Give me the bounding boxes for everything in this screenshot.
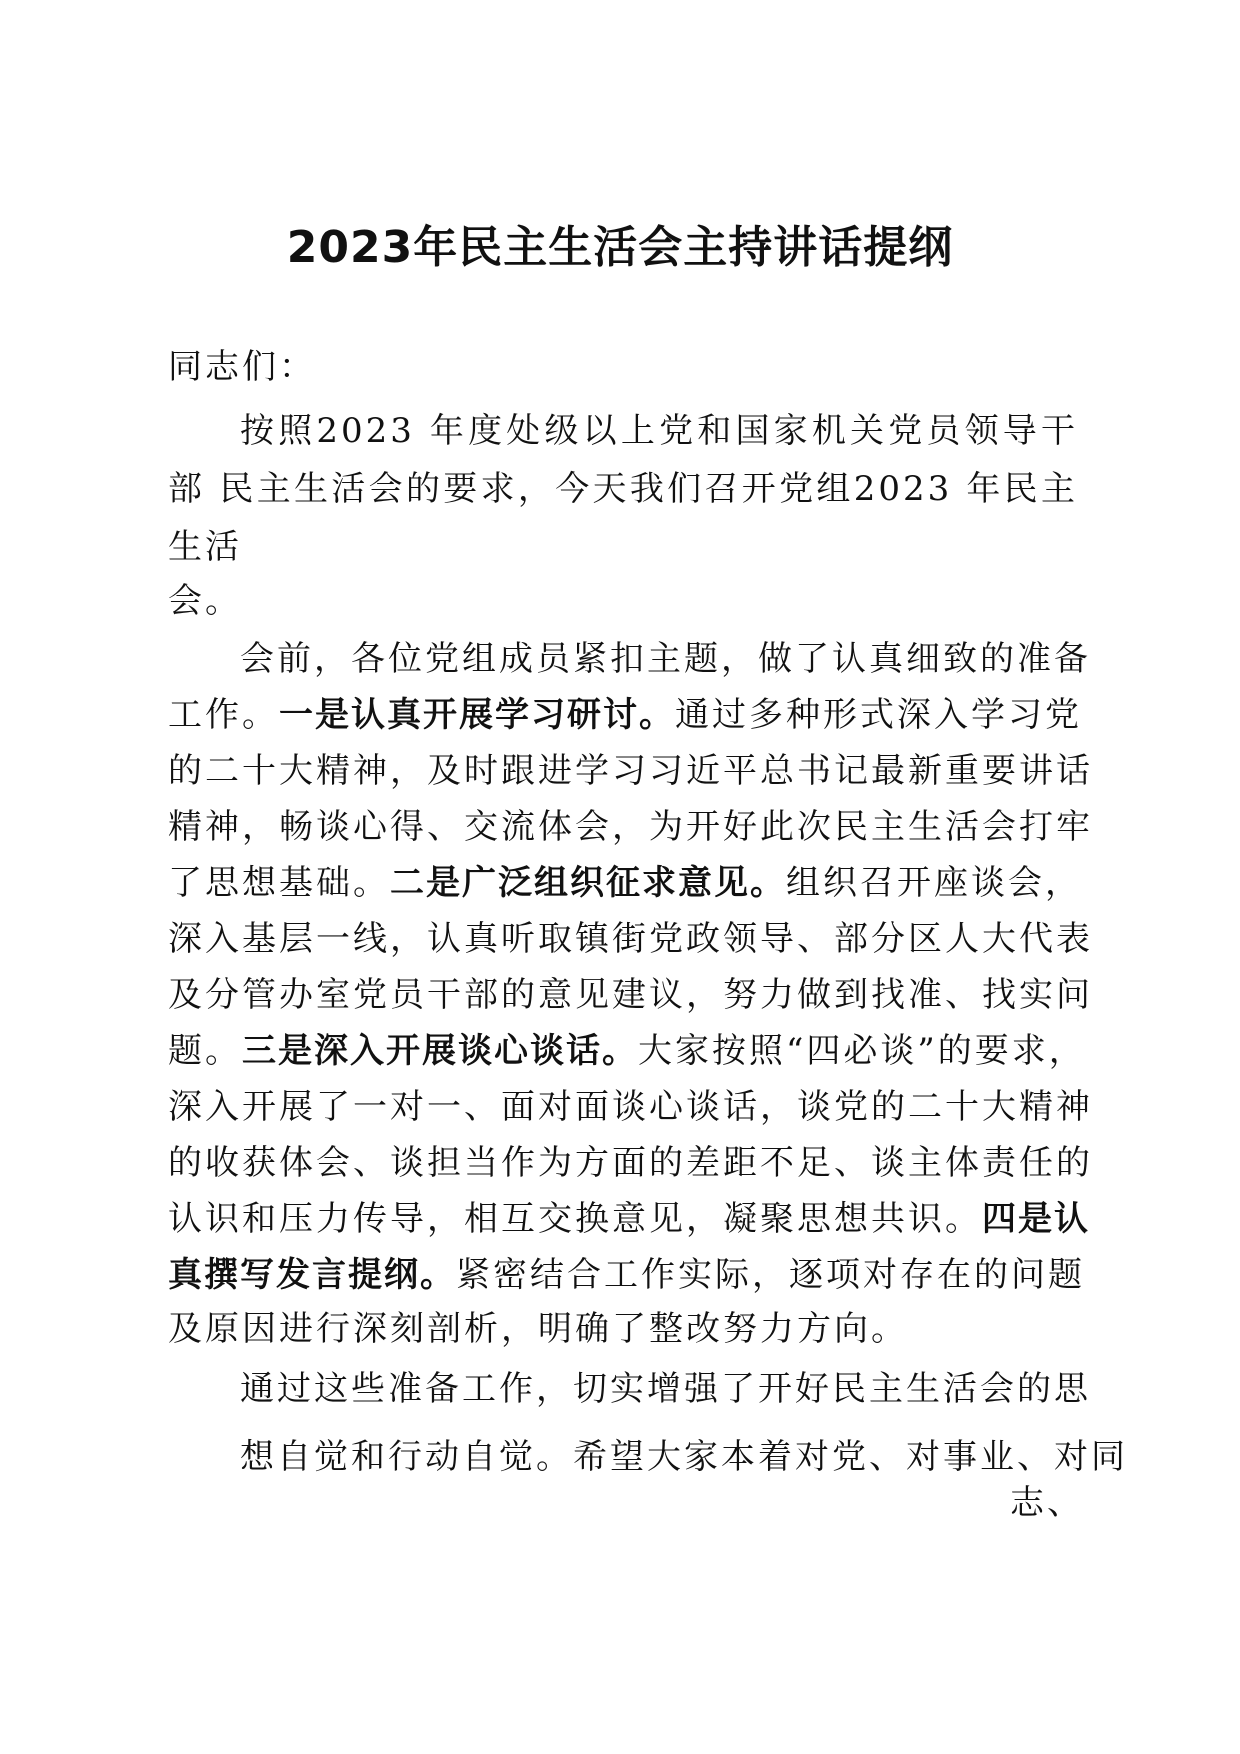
- paragraph-1-line-4: 会。: [168, 581, 242, 621]
- paragraph-2-line-1: 会前，各位党组成员紧扣主题，做了认真细致的准备: [240, 639, 1091, 679]
- text-run: 认识和压力传导，相互交换意见，凝聚思想共识。: [168, 1199, 982, 1239]
- document-title: 2023年民主生活会主持讲话提纲: [286, 222, 954, 273]
- text-run: 大家按照“四必谈”的要求，: [638, 1031, 1086, 1071]
- paragraph-2-line-4: 精神，畅谈心得、交流体会，为开好此次民主生活会打牢: [168, 807, 1093, 847]
- bold-heading-1: 一是认真开展学习研讨。: [279, 695, 675, 735]
- paragraph-2-line-5: [168, 860, 1082, 906]
- bold-heading-3: 三是深入开展谈心谈话。: [242, 1031, 638, 1071]
- paragraph-2-line-12: [168, 1252, 1085, 1298]
- paragraph-2-line-8: [168, 1028, 1086, 1074]
- paragraph-1-line-1: 按照2023 年度处级以上党和国家机关党员领导干: [240, 411, 1078, 451]
- paragraph-3-line-1: 通过这些准备工作，切实增强了开好民主生活会的思: [240, 1369, 1091, 1409]
- paragraph-2-line-9: 深入开展了一对一、面对面谈心谈话，谈党的二十大精神: [168, 1087, 1093, 1127]
- paragraph-1-line-3: 生活: [168, 527, 242, 567]
- text-run: 工作。: [168, 695, 279, 735]
- paragraph-2-line-10: 的收获体会、谈担当作为方面的差距不足、谈主体责任的: [168, 1143, 1093, 1183]
- bold-heading-2: 二是广泛组织征求意见。: [390, 863, 786, 903]
- paragraph-3-line-3: 志、: [1010, 1483, 1084, 1523]
- text-run: 了思想基础。: [168, 863, 390, 903]
- text-run: 通过多种形式深入学习党: [675, 695, 1082, 735]
- paragraph-2-line-7: 及分管办室党员干部的意见建议，努力做到找准、找实问: [168, 975, 1093, 1015]
- salutation: 同志们：: [168, 347, 316, 387]
- paragraph-2-line-2: [168, 692, 1082, 738]
- paragraph-2-line-13: 及原因进行深刻剖析，明确了整改努力方向。: [168, 1309, 908, 1349]
- paragraph-1-line-2: 部 民主生活会的要求，今天我们召开党组2023 年民主: [168, 469, 1078, 509]
- paragraph-3-line-2: 想自觉和行动自觉。希望大家本着对党、对事业、对同: [240, 1437, 1128, 1477]
- bold-heading-4-end: 真撰写发言提纲。: [168, 1255, 456, 1295]
- text-run: 组织召开座谈会，: [786, 863, 1082, 903]
- bold-heading-4-start: 四是认: [982, 1199, 1090, 1239]
- paragraph-2-line-6: 深入基层一线，认真听取镇街党政领导、部分区人大代表: [168, 919, 1093, 959]
- text-run: 题。: [168, 1031, 242, 1071]
- text-run: 紧密结合工作实际，逐项对存在的问题: [456, 1255, 1085, 1295]
- paragraph-2-line-3: 的二十大精神，及时跟进学习习近平总书记最新重要讲话: [168, 751, 1093, 791]
- paragraph-2-line-11: [168, 1196, 1090, 1242]
